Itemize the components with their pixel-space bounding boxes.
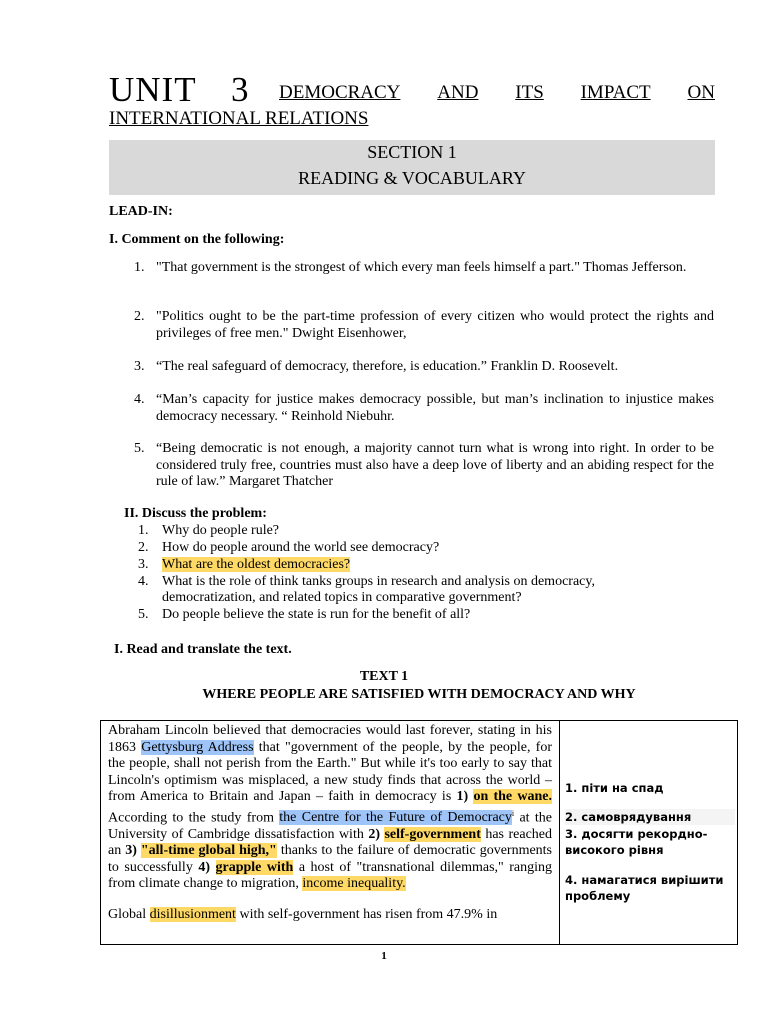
section-banner: [109, 140, 715, 195]
vocab-term: self-government: [384, 826, 481, 842]
term-number: 4): [198, 859, 210, 875]
unit-number: 3: [231, 70, 249, 109]
quote-text: “Being democratic is not enough, a majority cannot turn what is wrong into right. In order to be considered truly free, countries must also have a deep love of liberty and an abiding respect for the rule of law.” Margaret Thatcher: [156, 441, 714, 489]
title-word: ON: [687, 82, 715, 103]
glossary-item: 2. самоврядування: [565, 809, 735, 825]
title-word: DEMOCRACY: [279, 82, 401, 103]
passage-paragraph: [108, 723, 552, 893]
section-subtitle: READING & VOCABULARY: [298, 168, 526, 188]
list-item-number: 1.: [134, 260, 145, 275]
passage-text: Global: [108, 906, 150, 922]
list-item-number: 5.: [134, 441, 145, 456]
glossary-item: 1. піти на спад: [565, 781, 664, 795]
discuss-item: Why do people rule?: [162, 523, 280, 538]
passage-cell: [108, 723, 552, 923]
passage-text: According to the study from: [108, 810, 280, 826]
unit-word: UNIT: [109, 70, 197, 109]
discuss-item: What is the role of think tanks groups in research and analysis on democracy, democratization, and related topics in comparative government?: [162, 574, 595, 605]
quote-text: "Politics ought to be the part-time profession of every citizen who would protect the rights and privileges of free men." Dwight Eisenhower,: [156, 309, 714, 341]
section-title: SECTION 1: [367, 142, 457, 162]
term-number: 3): [125, 843, 137, 859]
passage-text: with self-government has risen from 47.9% in: [235, 906, 498, 922]
vocab-term: "all-time global high,": [140, 843, 277, 859]
glossary-item: 3. досягти рекордно-високого рівня: [565, 827, 708, 857]
vocab-term: grapple with: [215, 859, 294, 875]
text-label: TEXT 1: [359, 669, 409, 684]
discuss-item: How do people around the world see democracy?: [162, 540, 440, 555]
reading-table: [100, 720, 738, 945]
highlighted-question: What are the oldest democracies?: [162, 557, 351, 572]
highlight-centre: the Centre for the Future of Democracy: [279, 810, 512, 826]
passage-text: thanks to the failure of democratic governments to successfully: [108, 843, 553, 875]
discuss-item: Do people believe the state is run for the benefit of all?: [162, 607, 471, 622]
title-word: AND: [437, 82, 479, 103]
vocab-term: on the wane.: [473, 789, 552, 804]
unit-title-line1: [279, 82, 715, 104]
passage-text: a host of "transnational dilemmas," ranging from climate change to migration,: [108, 859, 552, 892]
footnote-marker: i: [511, 808, 515, 818]
passage-text: has reached an: [108, 826, 552, 859]
list-item-number: 3.: [134, 359, 145, 374]
quote-text: “Man’s capacity for justice makes democracy possible, but man’s inclination to injustice makes democracy necessary. “ Reinhold Niebuhr.: [156, 392, 714, 424]
title-word: ITS: [515, 82, 544, 103]
passage-text: Abraham Lincoln believed that democracies would last forever, stating in his 1863: [108, 723, 552, 755]
highlight-gettysburg: Gettysburg Address: [141, 739, 254, 755]
unit-heading: [109, 70, 715, 110]
highlight-disillusionment: disillusionment: [149, 906, 236, 922]
page-number: 1: [381, 950, 387, 962]
quote-text: "That government is the strongest of which every man feels himself a part." Thomas Jefferson.: [156, 260, 687, 275]
list-item-number: 3.: [138, 557, 149, 572]
list-item-number: 2.: [134, 309, 145, 324]
lead-in-heading: LEAD-IN:: [109, 204, 173, 219]
list-item-number: 5.: [138, 607, 149, 622]
unit-title-line2: INTERNATIONAL RELATIONS: [109, 108, 369, 129]
glossary-item: 4. намагатися вирішити проблему: [565, 873, 724, 903]
text-title: WHERE PEOPLE ARE SATISFIED WITH DEMOCRACY AND WHY: [202, 687, 636, 702]
passage-paragraph: [108, 907, 552, 924]
quote-text: “The real safeguard of democracy, therefore, is education.” Franklin D. Roosevelt.: [156, 359, 619, 374]
list-item-number: 4.: [138, 574, 149, 589]
term-number: 1): [456, 789, 469, 804]
highlight-income: income inequality.: [302, 876, 406, 892]
discuss-heading: II. Discuss the problem:: [124, 506, 267, 521]
passage-text: at the University of Cambridge dissatisfaction with: [108, 810, 552, 842]
list-item-number: 1.: [138, 523, 149, 538]
comment-heading: I. Comment on the following:: [109, 232, 285, 247]
title-word: IMPACT: [580, 82, 651, 103]
passage-text: that "government of the people, by the people, for the people, shall not perish from the Earth." But while it's too early to say that Lincoln's optimism was misplaced, a new study finds that across the world – from America to Britain and Japan – faith in democracy is: [108, 739, 553, 804]
list-item-number: 2.: [138, 540, 149, 555]
list-item-number: 4.: [134, 392, 145, 407]
column-divider: [559, 721, 560, 944]
read-heading: I. Read and translate the text.: [114, 642, 292, 657]
discuss-item: [162, 557, 632, 573]
term-number: 2): [368, 826, 380, 842]
